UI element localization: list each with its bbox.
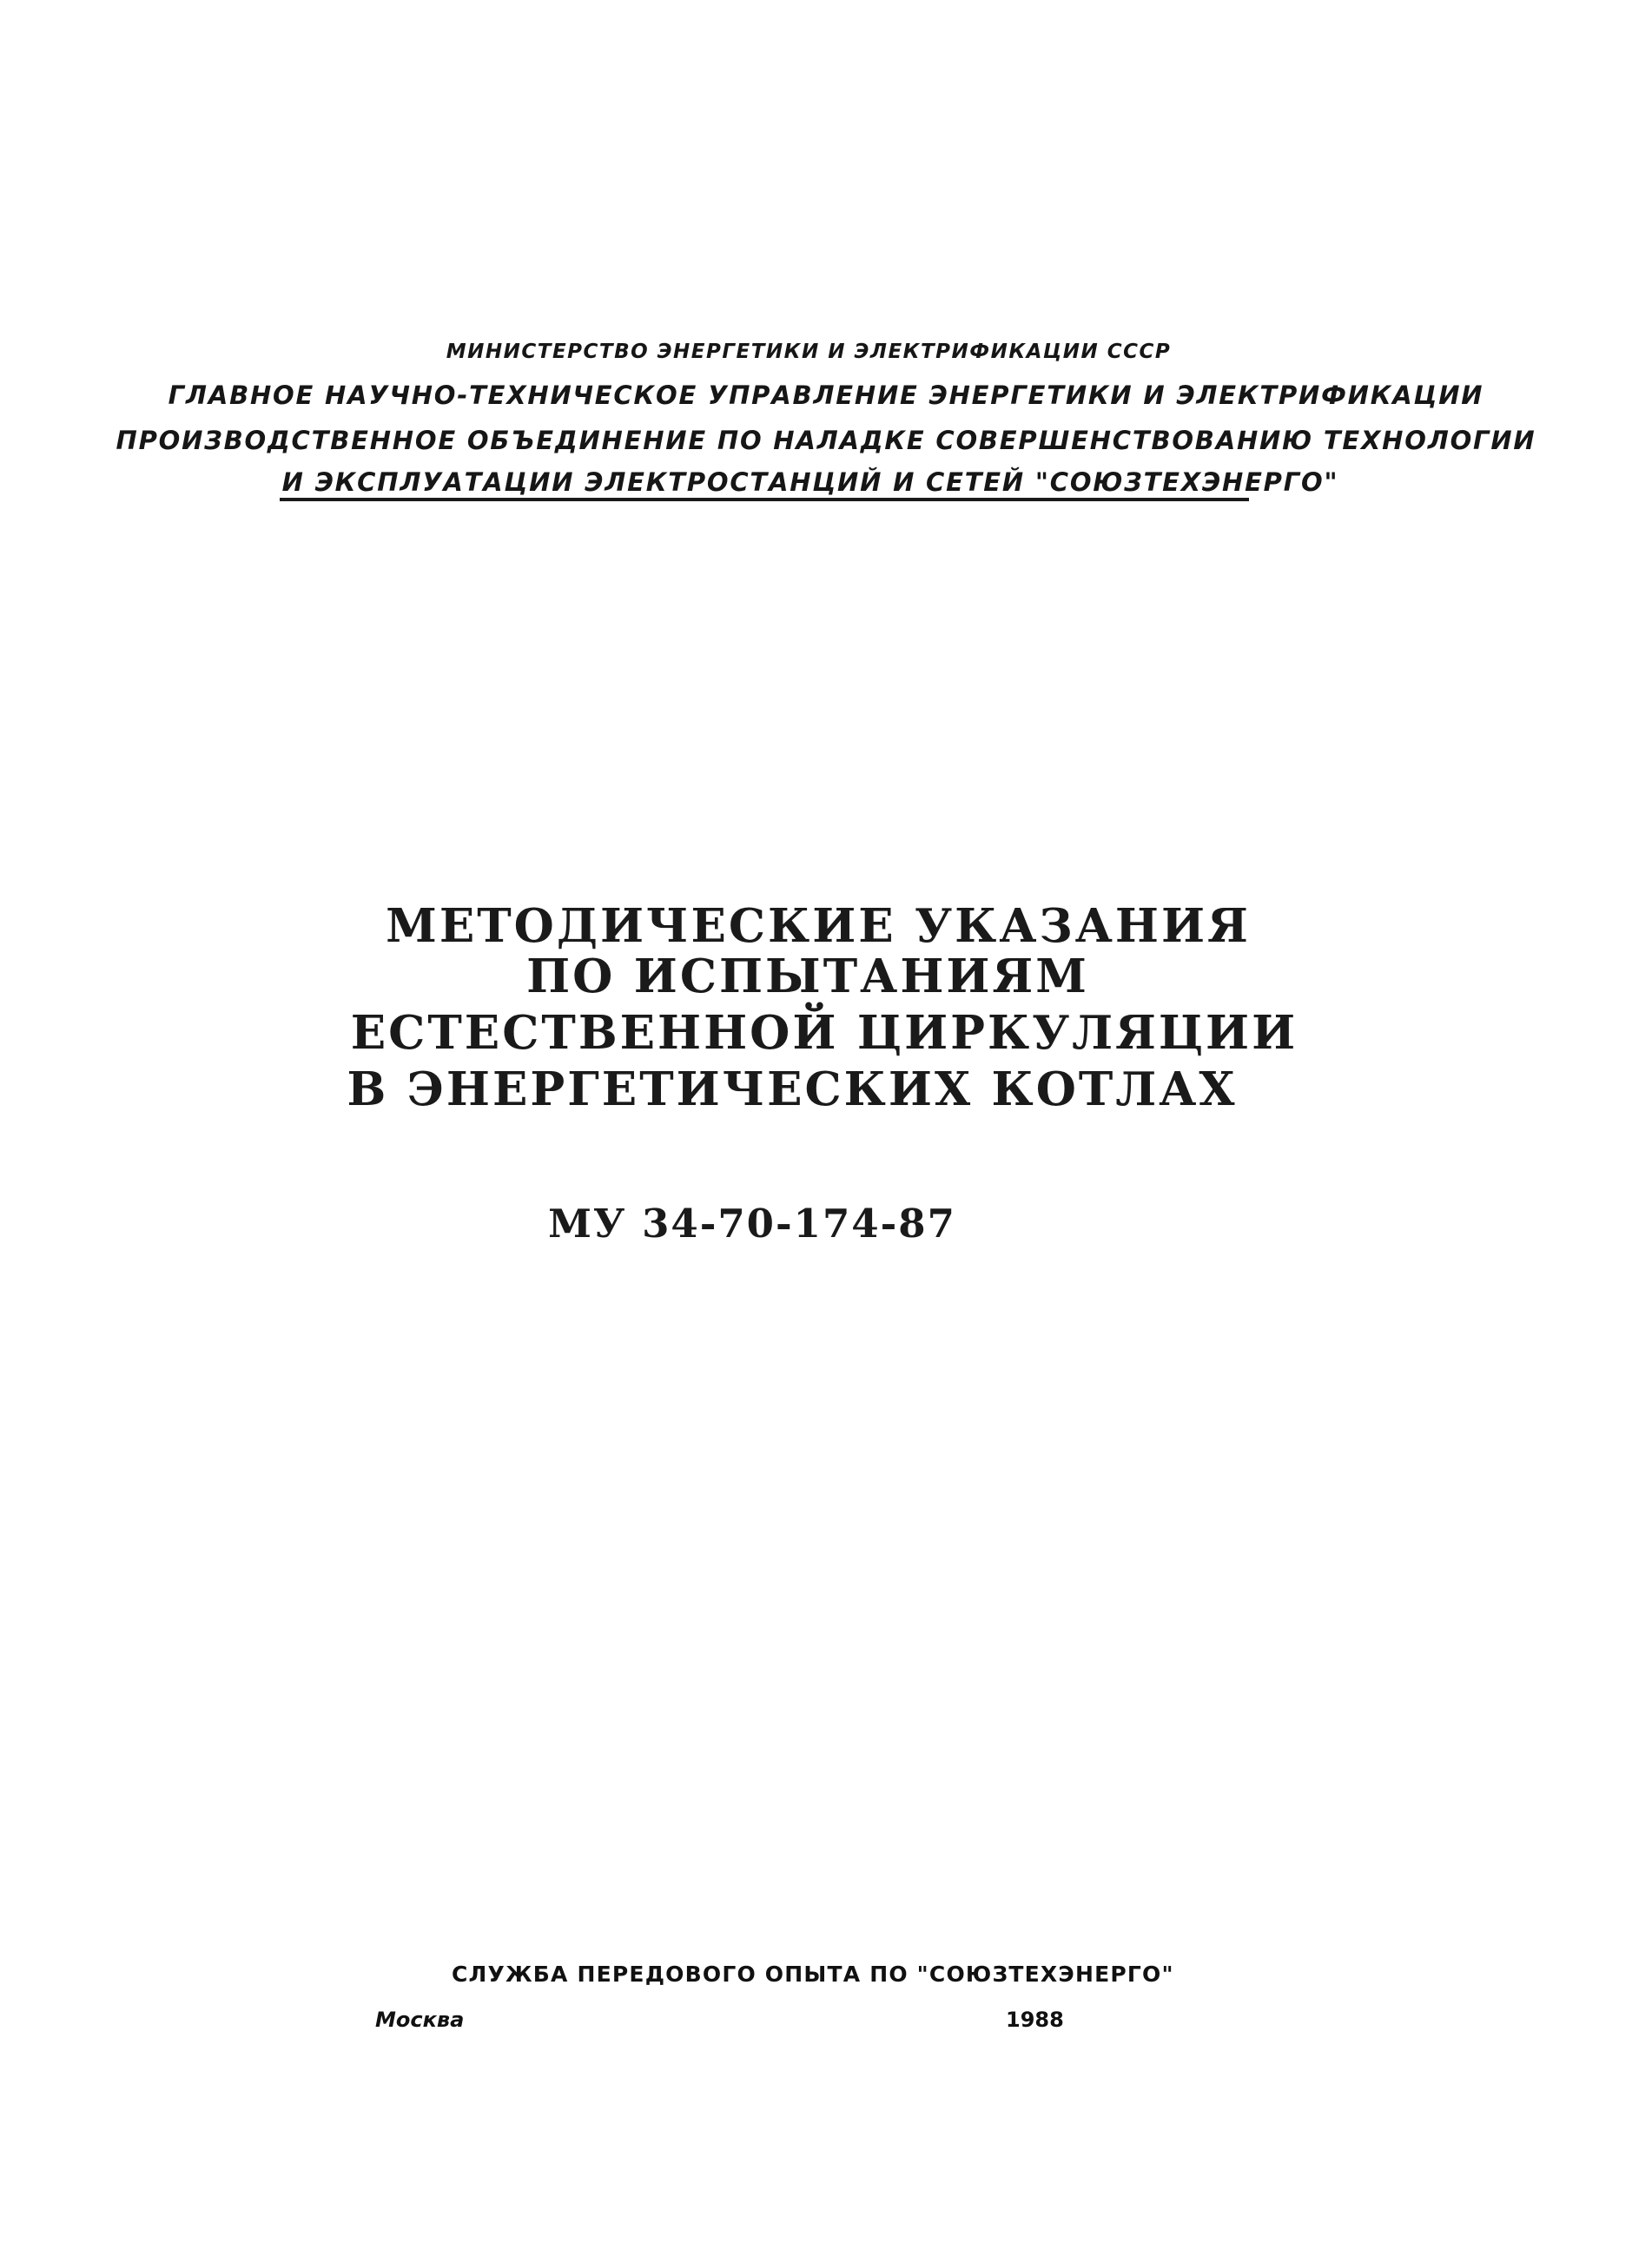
- ministry-header-line: МИНИСТЕРСТВО ЭНЕРГЕТИКИ И ЭЛЕКТРИФИКАЦИИ СССР: [446, 341, 1172, 363]
- header-divider: [280, 498, 1249, 501]
- publication-city: Москва: [375, 2008, 465, 2032]
- document-title-line-4: В ЭНЕРГЕТИЧЕСКИХ КОТЛАХ: [347, 1062, 1238, 1116]
- document-title-line-2: ПО ИСПЫТАНИЯМ: [526, 950, 1089, 1003]
- document-code: МУ 34-70-174-87: [548, 1201, 956, 1247]
- publication-year: 1988: [1006, 2008, 1064, 2032]
- directorate-header-line: ГЛАВНОЕ НАУЧНО-ТЕХНИЧЕСКОЕ УПРАВЛЕНИЕ ЭНЕРГЕТИКИ И ЭЛЕКТРИФИКАЦИИ: [168, 380, 1484, 410]
- organization-header-line-2: И ЭКСПЛУАТАЦИИ ЭЛЕКТРОСТАНЦИЙ И СЕТЕЙ "СОЮЗТЕХЭНЕРГО": [281, 467, 1339, 497]
- document-title-line-3: ЕСТЕСТВЕННОЙ ЦИРКУЛЯЦИИ: [350, 1006, 1298, 1060]
- document-title-line-1: МЕТОДИЧЕСКИЕ УКАЗАНИЯ: [386, 899, 1251, 953]
- publisher-line: СЛУЖБА ПЕРЕДОВОГО ОПЫТА ПО "СОЮЗТЕХЭНЕРГО": [452, 1962, 1174, 1987]
- organization-header-line-1: ПРОИЗВОДСТВЕННОЕ ОБЪЕДИНЕНИЕ ПО НАЛАДКЕ СОВЕРШЕНСТВОВАНИЮ ТЕХНОЛОГИИ: [116, 426, 1536, 455]
